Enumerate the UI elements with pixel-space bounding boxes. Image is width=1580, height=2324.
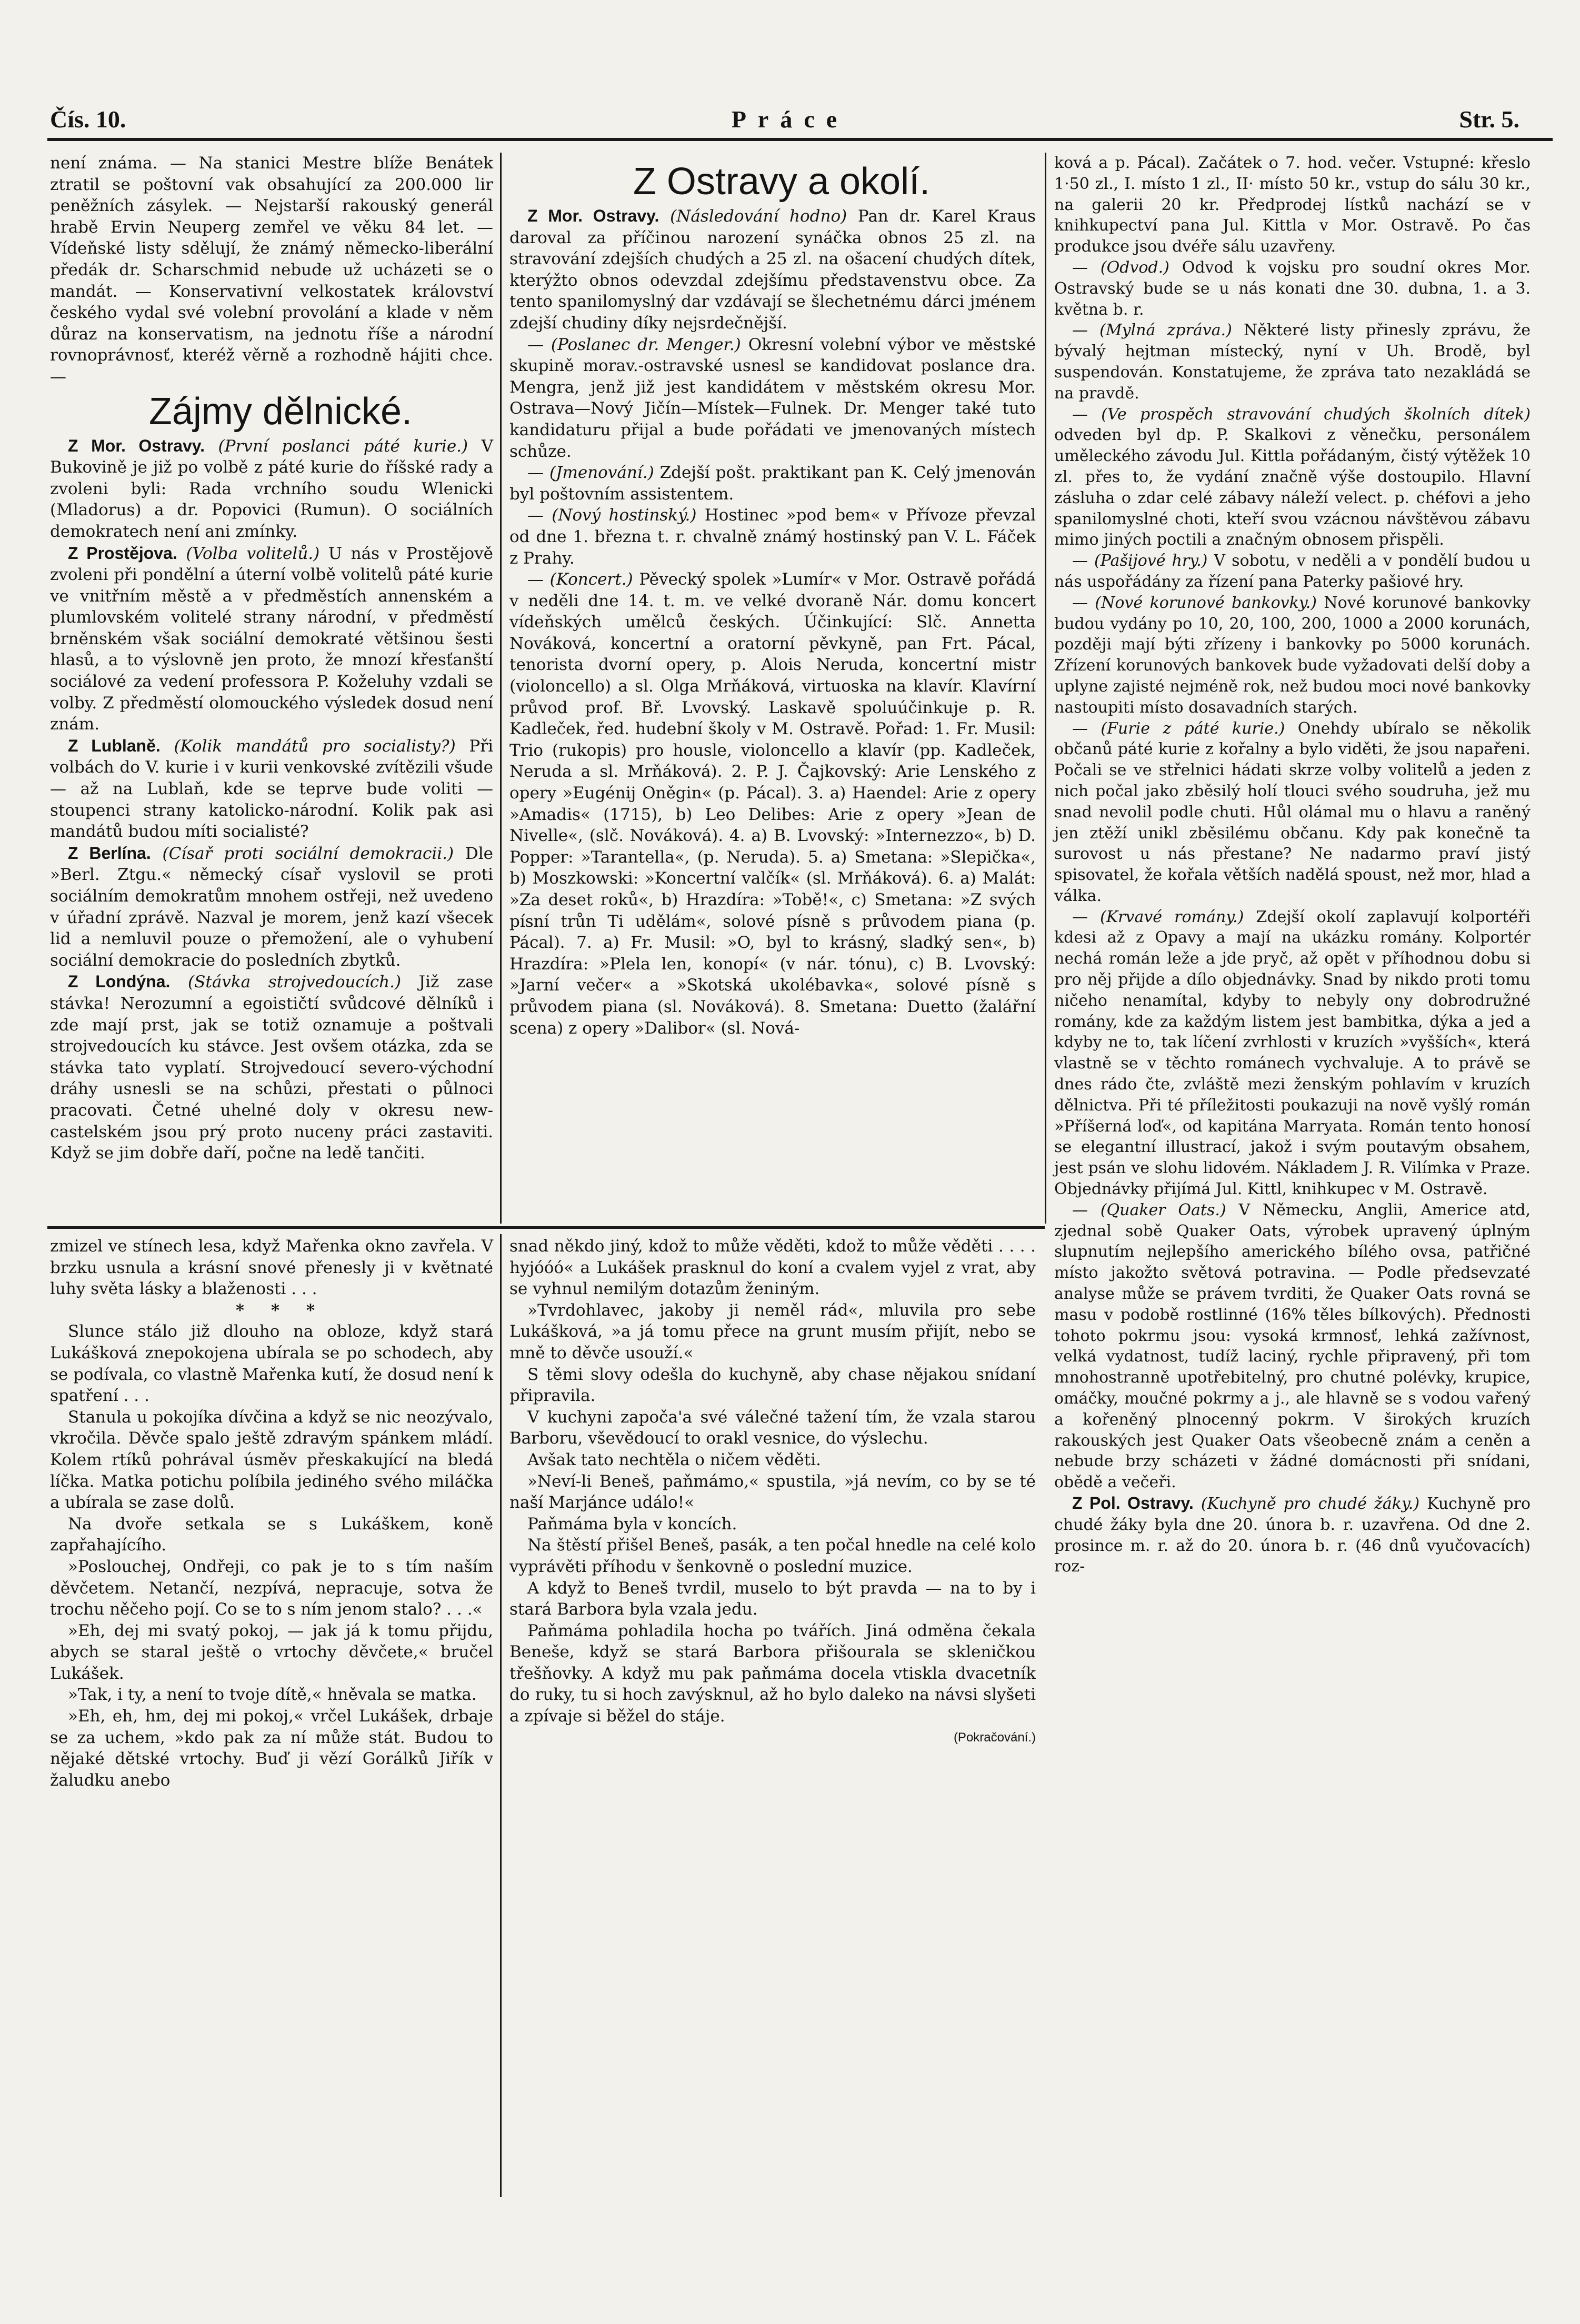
story-paragraph: Stanula u pokojíka dívčina a když se nic neozývalo, vkročila. Děvče spalo ještě zdravým spánkem mládí. Kolem rtíků pohrával úsměv přeskakující na bledá líčka. Matka potichu políbila jediného svého miláčka a ubírala se zase dolů. bbox=[50, 1407, 493, 1512]
story-paragraph: »Tak, i ty, a není to tvoje dítě,« hněvala se matka. bbox=[68, 1685, 477, 1705]
news-item: — (Quaker Oats.) V Německu, Anglii, Americe atd, zjednal sobě Quaker Oats, výrobek upravený úplným slupnutím nejlepšího amerického bílého ovsa, patřičné místo jakožto světová potravina. — Podle předsevzaté analyse může se právem tvrditi, že Quaker Oats rovná se masu v podobě rostlinné (16% těles bílkových). Přednosti tohoto pokrmu jsou: vysoká krmnosť, lehká zažívnost, velká vydatnost, tudíž laciný, rychle připravený, při tom mnohostranně upotřebitelný, pro chutné polévky, krupice, omáčky, moučné pokrmy a j., ale hlavně se s vodou vařený a kořeněný plnocenný pokrm. V širokých kruzích rakouských jest Quaker Oats všeobecně znám a ceněn a nebude brzy scházeti v žádné domácnosti při snídani, obědě a večeři. bbox=[1054, 1200, 1531, 1492]
story-paragraph: »Neví-li Beneš, paňmámo,« spustila, »já nevím, co by se té naší Marjánce událo!« bbox=[509, 1471, 1036, 1512]
story-paragraph: Na dvoře setkala se s Lukáškem, koně zapřahajícího. bbox=[50, 1514, 493, 1555]
news-item: Z Prostějova. (Volba volitelů.) U nás v Prostějově zvoleni při pondělní a úterní volbě volitelů páté kurie ve vnitřním městě a v předměstích annenském a plumlovském volitelé strany národní, v předměstí brněnském však sociální demokraté většinou šesti hlasů, a to výslovně jen proto, že mnozí křesťanští sociálové za vedení professora P. Koželuhy vzdali se volby. Z předměstí olomouckého výsledek dosud není znám. bbox=[50, 543, 494, 734]
story-paragraph: »Tvrdohlavec, jakoby ji neměl rád«, mluvila pro sebe Lukášková, »a já tomu přece na grunt musím přijít, nebo se mně to děvče usouží.« bbox=[509, 1300, 1036, 1363]
story-paragraph: Avšak tato nechtěla o ničem věděti. bbox=[527, 1450, 821, 1469]
news-item: — (Jmenování.) Zdejší pošt. praktikant pan K. Celý jmenován byl poštovním assistentem. bbox=[509, 463, 1036, 504]
section-break-stars: * * * bbox=[235, 1300, 326, 1320]
story-column-right bbox=[509, 1236, 1036, 1748]
news-item: Z Mor. Ostravy. (Následování hodno) Pan dr. Karel Kraus daroval za příčinou narození synáčka obnos 25 zl. na stravování zdejších chudých a 25 zl. na ošacení chudých dítek, kterýžto obnos odevzdal zdejšímu představenstvu obce. Za tento spanilomyslný dar vzdávají se šlechetnému dárci jménem zdejší chudiny díky nejsrdečnější. bbox=[509, 206, 1036, 333]
story-paragraph: Slunce stálo již dlouho na obloze, když stará Lukášková znepokojena ubírala se po schodech, aby se podívala, co vlastně Mařenka kutí, že dosud není k spatření . . . bbox=[50, 1322, 493, 1406]
story-column-rule bbox=[500, 1234, 502, 2197]
page-number: Str. 5. bbox=[1459, 106, 1519, 133]
news-paragraph: ková a p. Pácal). Začátek o 7. hod. večer. Vstupné: křeslo 1·50 zl., I. místo 1 zl., II· místo 50 kr., vstup do sálu 30 kr., na galerii 20 kr. Předprodej lístků nachází se v knihkupectví pana Jul. Kittla v Mor. Ostravě. Po čas produkce jsou dvéře sálu uzavřeny. bbox=[1054, 154, 1531, 256]
story-paragraph: Paňmáma byla v koncích. bbox=[527, 1514, 737, 1534]
column-3 bbox=[1054, 153, 1531, 1577]
news-item: Z Mor. Ostravy. (První poslanci páté kurie.) V Bukovině je již po volbě z páté kurie do říšské rady a zvoleni byli: Rada vrchního soudu Wlenicki (Mladorus) a dr. Popovici (Rumun). O sociálních demokratech není ani zmínky. bbox=[50, 436, 493, 541]
news-item: Z Pol. Ostravy. (Kuchyně pro chudé žáky.) Kuchyně pro chudé žáky byla dne 20. února b. r. uzavřena. Od dne 2. prosince m. r. až do 20. února b. r. (46 dnů vyučovacích) roz- bbox=[1054, 1494, 1531, 1576]
news-item: — (Nový hostinský.) Hostinec »pod bem« v Přívoze převzal od dne 1. března t. r. chvalně známý hostinský pan V. L. Fáček z Prahy. bbox=[509, 506, 1036, 568]
story-paragraph: zmizel ve stínech lesa, když Mařenka okno zavřela. V brzku usnula a krásní snové přenesly ji v květnaté luhy světa lásky a blaženosti . . . bbox=[50, 1237, 493, 1299]
news-item: — (Nové korunové bankovky.) Nové korunové bankovky budou vydány po 10, 20, 100, 200, 1000 a 2000 korunách, později mají býti zřízeny i bankovky po 5000 korunách. Zřízení korunových bankovek bude vyžadovati delší doby a uplyne zajisté nejméně rok, než budou moci nové bankovky nastoupiti místo dosavadních starých. bbox=[1054, 593, 1531, 717]
continuation-note: (Pokračování.) bbox=[953, 1730, 1036, 1745]
story-column-left bbox=[50, 1236, 493, 1791]
story-paragraph: snad někdo jiný, kdož to může věděti, kdož to může věděti . . . . hyjóóó« a Lukášek prasknul do koní a cvalem vyjel z vrat, aby se vyhnul nemilým dotazům ženiným. bbox=[509, 1237, 1036, 1299]
header-rule bbox=[47, 138, 1553, 141]
issue-number: Čís. 10. bbox=[50, 106, 126, 133]
story-paragraph: S těmi slovy odešla do kuchyně, aby chase nějakou snídaní připravila. bbox=[509, 1365, 1036, 1406]
news-item: — (Furie z páté kurie.) Onehdy ubíralo se několik občanů páté kurie z kořalny a bylo viděti, že jsou napařeni. Počali se ve střelnici hádati skrze volby volitelů a jeden z nich počal jako zběsilý holí tlouci svého soudruha, jež mu snad nevolil podle chuti. Hůl olámal mu o hlavu a raněný jen ztěží unikl zběsilému občanu. Kdy pak konečně ta surovost u nás přestane? Ne nadarmo praví jistý spisovatel, že kořala větších nadělá spoust, než mor, hlad a válka. bbox=[1054, 719, 1531, 905]
feuilleton-rule bbox=[47, 1226, 1045, 1229]
news-item: — (Krvavé romány.) Zdejší okolí zaplavují kolportéři kdesi až z Opavy a mají na ukázku romány. Kolportér nechá román leže a jde pryč, až opět v příhodnou dobu si pro něj přijde a dílo objednávky. Snad by nikdo proti tomu ničeho nenamítal, kdyby to nebyly ony dobrodružné romány, kde za každým listem jest bambitka, dýka a jed a kdyby ne to, tak líčení zvrhlosti v kruzích »vyšších«, která vlastně se v těchto románech vychvaluje. A to právě se dnes rádo čte, zvláště mezi ženským pohlavím v kruzích dělnictva. Při té příležitosti poukazuji na nově vyšlý román »Příšerná loď«, od kapitána Marryata. Román tento honosí se elegantní illustrací, jakož i svým poutavým obsahem, jest psán ve slohu lidovém. Nákladem J. R. Vilímka v Praze. Objednávky přijímá Jul. Kittl, knihkupec v M. Ostravě. bbox=[1054, 907, 1531, 1199]
section-title: Z Ostravy a okolí. bbox=[633, 161, 931, 203]
masthead: Práce bbox=[731, 106, 849, 133]
column-1 bbox=[50, 153, 493, 1164]
news-item: Z Londýna. (Stávka strojvedoucích.) Již zase stávka! Nerozumní a egoističtí svůdcové dělníků i zde mají prst, jak se totiž oznamuje a poštvali strojvedoucích ku stávce. Jest ovšem otázka, zda se stávka tato vyplatí. Strojvedoucí severo-východní dráhy usnesli se na schůzi, přestati o půlnoci pracovati. Četné uhelné doly v okresu new-castelském jsou prý proto nuceny práci zastaviti. Když se jim dobře daří, počne na ledě tančiti. bbox=[50, 972, 494, 1163]
story-paragraph: V kuchyni započa'a své válečné tažení tím, že vzala starou Barboru, vševědoucí to orakl vesnice, do výslechu. bbox=[509, 1407, 1036, 1448]
news-item: — (Ve prospěch stravování chudých školních dítek) odveden byl dp. P. Skalkovi z věnečku, personálem uměleckého závodu Jul. Kittla pořádaným, čistý výtěžek 10 zl. přes to, že vydání značně výše dostoupilo. Hlavní zásluha o zdar celé zábavy náleží velect. p. chéfovi a jeho spanilomyslné choti, kteří svou vzácnou návštěvou zábavu mimo jiných poctili a značným obnosem přispěli. bbox=[1054, 405, 1531, 549]
story-paragraph: A když to Beneš tvrdil, muselo to být pravda — na to by i stará Barbora byla vzala jedu. bbox=[509, 1578, 1036, 1619]
column-rule-2 bbox=[1045, 153, 1046, 1224]
news-item: — (Pašijové hry.) V sobotu, v neděli a v pondělí budou u nás uspořádány za řízení pana Paterky pašiové hry. bbox=[1054, 552, 1531, 591]
news-item: — (Poslanec dr. Menger.) Okresní volební výbor ve městské skupině morav.-ostravské usnesl se kandidovat poslance dra. Mengra, jenž již jest kandidátem v městském okresu Mor. Ostrava—Nový Jičín—Místek—Fulnek. Dr. Menger také tuto kandidaturu přijal a bude pořádati ve jmenovaných místech schůze. bbox=[509, 335, 1036, 461]
section-title: Zájmy dělnické. bbox=[148, 390, 413, 433]
column-2 bbox=[509, 153, 1036, 1039]
news-item: — (Mylná zpráva.) Některé listy přinesly zprávu, že bývalý hejtman místecký, nyní v Uh. Brodě, byl suspendován. Konstatujeme, že zpráva tato nezakládá se na pravdě. bbox=[1054, 321, 1531, 403]
news-item: — (Odvod.) Odvod k vojsku pro soudní okres Mor. Ostravský bude se u nás konati dne 30. dubna, 1. a 3. května b. r. bbox=[1054, 258, 1531, 319]
news-item: Z Berlína. (Císař proti sociální demokracii.) Dle »Berl. Ztgu.« německý císař vyslovil se proti sociálním demokratům mnohem ostřeji, než uvedeno v úřadní zprávě. Nazval je morem, jenž kazí všecek lid a nemluvil pouze o přemožení, ale o vyhubení sociální demokracie do posledních zbytků. bbox=[50, 843, 494, 970]
story-paragraph: Na štěstí přišel Beneš, pasák, a ten počal hnedle na celé kolo vyprávěti příhodu v šenkovně o poslední muzice. bbox=[509, 1536, 1036, 1576]
column-rule-1 bbox=[500, 153, 502, 1224]
story-paragraph: »Eh, eh, hm, dej mi pokoj,« vrčel Lukášek, drbaje se za uchem, »kdo pak za ní může stát. Budou to nějaké dětské vrtochy. Buď ji vězí Gorálků Jiřík v žaludku anebo bbox=[50, 1707, 493, 1790]
story-paragraph: Paňmáma pohladila hocha po tvářích. Jiná odměna čekala Beneše, když se stará Barbora přišourala se skleničkou třešňovky. A když mu pak paňmáma docela vtiskla dvacetník do ruky, tu si hoch zavýsknul, až ho bylo daleko na návsi slyšeti a zpívaje si běžel do stáje. bbox=[509, 1621, 1036, 1726]
news-item: Z Lublaně. (Kolik mandátů pro socialisty?) Při volbách do V. kurie i v kurii venkovské zvítězili všude — až na Lublaň, kde se teprve bude voliti — stoupenci strany katolicko-národní. Kolik pak asi mandátů budou míti socialisté? bbox=[50, 736, 494, 842]
news-item: — (Koncert.) Pěvecký spolek »Lumír« v Mor. Ostravě pořádá v neděli dne 14. t. m. ve velké dvoraně Nár. domu koncert vídeňských umělců českých. Účinkující: Slč. Annetta Nováková, koncertní a oratorní pěvkyně, pan Frt. Pácal, tenorista dvorní opery, p. Alois Neruda, koncertní mistr (violoncello) a sl. Olga Mrňáková, virtuoska na klavír. Klavírní průvod prof. Bř. Lvovský. Laskavě spoluúčinkuje p. R. Kadleček, řed. hudební školy v M. Ostravě. Pořad: 1. Fr. Musil: Trio (rukopis) pro housle, violoncello a klavír (pp. Kadleček, Neruda a sl. Mrňáková). 2. P. J. Čajkovský: Arie Lenského z opery »Eugénij Oněgin« (p. Pácal). 3. a) Haendel: Arie z opery »Amadis« (1715), b) Leo Delibes: Arie z opery »Jean de Nivelle«, (slč. Nováková). 4. a) B. Lvovský: »Internezzo«, b) D. Popper: »Tarantella«, (p. Neruda). 5. a) Smetana: »Slepička«, b) Moszkowski: »Koncertní valčík« (sl. Mrňáková). 6. a) Malát: »Za deset roků«, b) Hrazdíra: »Tobě!«, c) Smetana: »Z svých písní trůn Ti udělám«, solové písně s průvodem piana (p. Pácal). 7. a) Fr. Musil: »O, byl to krásný, sladký sen«, b) Hrazdíra: »Plela len, konopí« (v nár. tónu), c) B. Lvovský: »Jarní večer« a »Skotská ukolébavka«, solové písně s průvodem piana (sl. Nováková). 8. Smetana: Duetto (žalářní scena) z opery »Dalibor« (sl. Nová- bbox=[509, 570, 1036, 1038]
story-paragraph: »Poslouchej, Ondřeji, co pak je to s tím naším děvčetem. Netančí, nezpívá, nepracuje, sotva že trochu něčeho pojí. Co se to s ním jenom stalo? . . .« bbox=[50, 1557, 493, 1619]
story-paragraph: »Eh, dej mi svatý pokoj, — jak já k tomu přijdu, abych se staral ještě o vrtochy děvčete,« bručel Lukášek. bbox=[50, 1621, 493, 1683]
news-paragraph: není známa. — Na stanici Mestre blíže Benátek ztratil se poštovní vak obsahující za 200.000 lir peněžních zásylek. — Nejstarší rakouský generál hrabě Ervin Neuperg zemřel ve věku 84 let. — Vídeňské listy sdělují, že známý německo-liberální předák dr. Scharschmid nebude už ucházeti se o mandát. — Konservativní velkostatek království českého vydal své volební provolání a klade v něm důraz na konservatism, na jednotu říše a národní rovnoprávnosť, kteréž věrně a rozhodně hájiti chce. — bbox=[50, 154, 493, 386]
